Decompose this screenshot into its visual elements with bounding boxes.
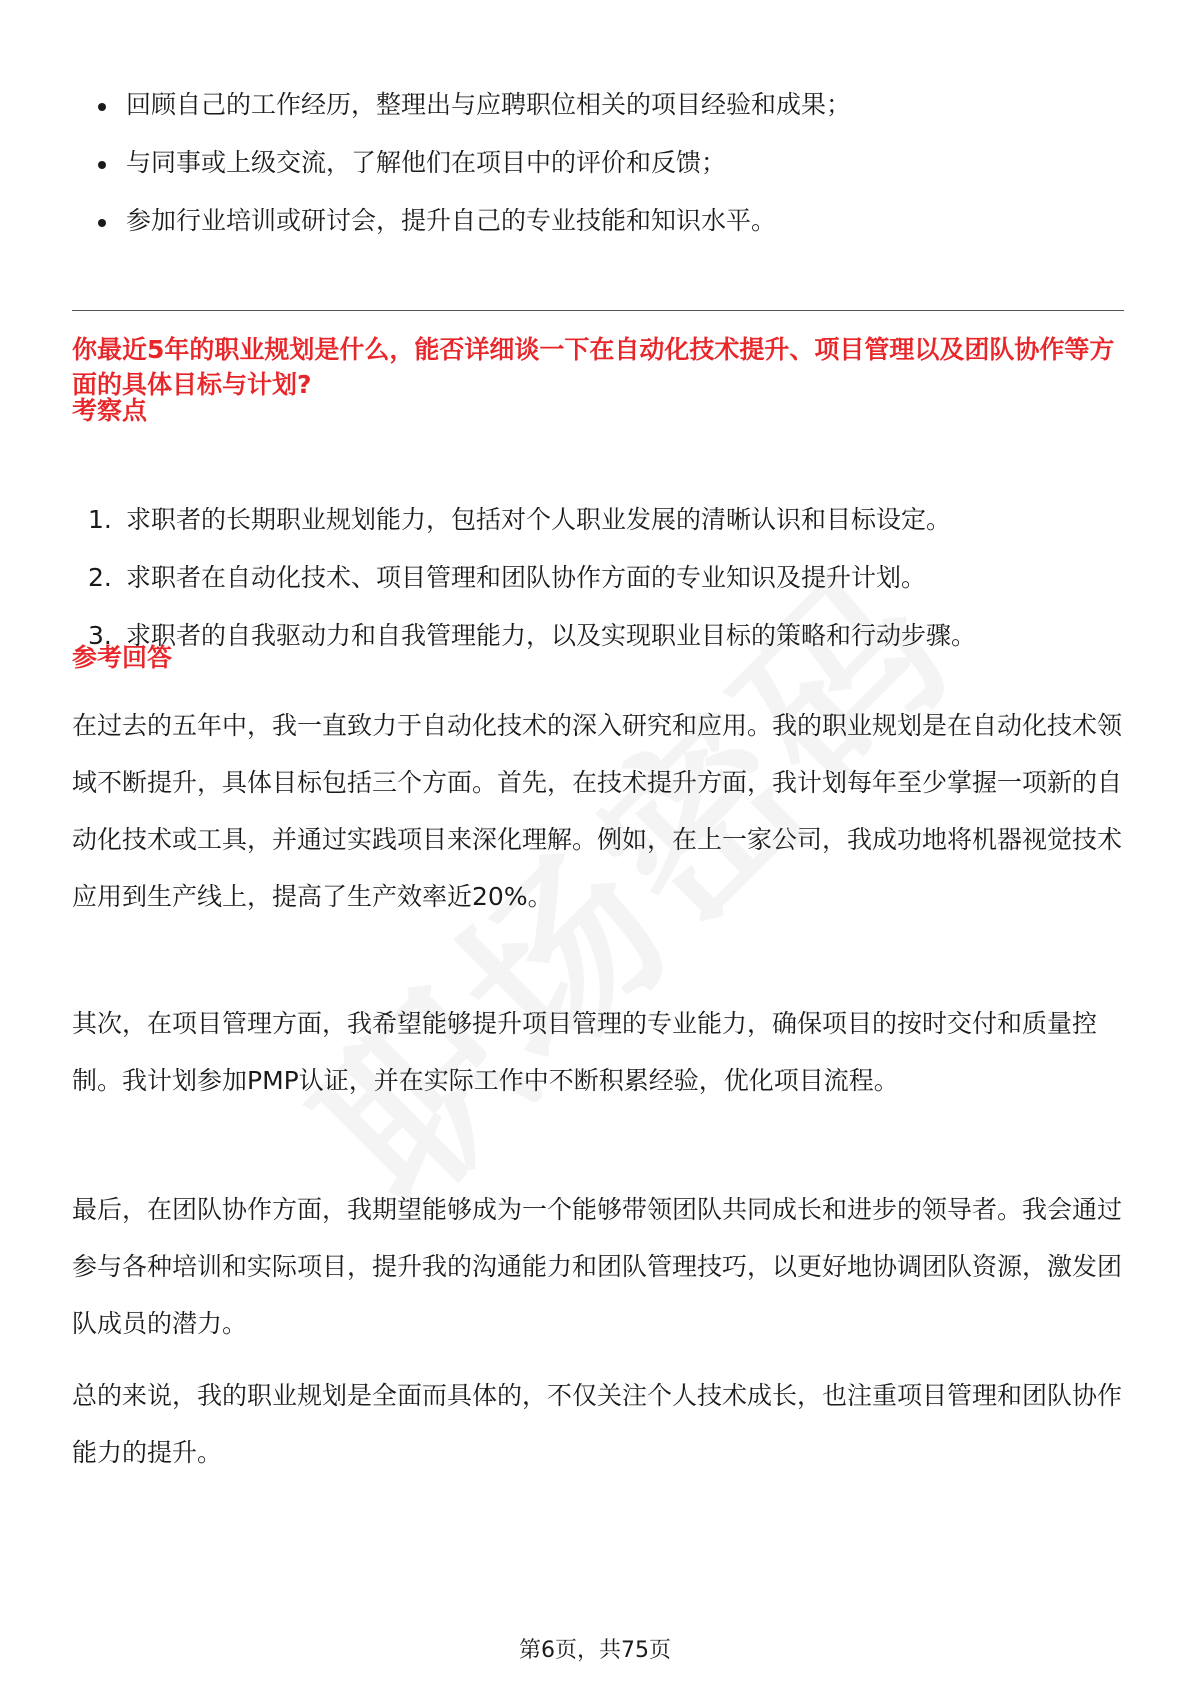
section-divider <box>72 310 1124 311</box>
answer-paragraph: 总的来说，我的职业规划是全面而具体的，不仅关注个人技术成长，也注重项目管理和团队协作能力的提升。 <box>72 1381 1123 1467</box>
point-text: 求职者的长期职业规划能力，包括对个人职业发展的清晰认识和目标设定。 <box>126 505 952 534</box>
question-heading: 你最近5年的职业规划是什么，能否详细谈一下在自动化技术提升、项目管理以及团队协作等方面的具体目标与计划? <box>72 335 1115 399</box>
examine-point <box>72 619 1132 653</box>
bullet-item: 参加行业培训或研讨会，提升自己的专业技能和知识水平。 <box>72 204 1122 238</box>
point-text: 求职者的自我驱动力和自我管理能力，以及实现职业目标的策略和行动步骤。 <box>126 621 977 650</box>
answer-paragraph: 其次，在项目管理方面，我希望能够提升项目管理的专业能力，确保项目的按时交付和质量控制。我计划参加PMP认证，并在实际工作中不断积累经验，优化项目流程。 <box>72 1009 1098 1095</box>
point-number: 2. <box>88 563 112 592</box>
examine-label: 考察点 <box>72 396 148 425</box>
bullet-item: 回顾自己的工作经历，整理出与应聘职位相关的项目经验和成果； <box>72 88 1122 122</box>
answer-label: 参考回答 <box>72 643 173 672</box>
examine-points-list <box>72 503 1132 677</box>
answer-paragraph: 在过去的五年中，我一直致力于自动化技术的深入研究和应用。我的职业规划是在自动化技术领域不断提升，具体目标包括三个方面。首先，在技术提升方面，我计划每年至少掌握一项新的自动化技术或工具，并通过实践项目来深化理解。例如，在上一家公司，我成功地将机器视觉技术应用到生产线上，提高了生产效率近20%。 <box>72 711 1123 911</box>
answer-paragraph: 最后，在团队协作方面，我期望能够成为一个能够带领团队共同成长和进步的领导者。我会通过参与各种培训和实际项目，提升我的沟通能力和团队管理技巧，以更好地协调团队资源，激发团队成员的潜力。 <box>72 1195 1123 1338</box>
examine-point <box>72 561 1132 595</box>
point-number: 1. <box>88 505 112 534</box>
point-text: 求职者在自动化技术、项目管理和团队协作方面的专业知识及提升计划。 <box>126 563 927 592</box>
page-footer: 第6页，共75页 <box>519 1638 671 1663</box>
bullet-item: 与同事或上级交流，了解他们在项目中的评价和反馈； <box>72 146 1122 180</box>
point-number: 3. <box>88 621 112 650</box>
examine-point <box>72 503 1132 537</box>
bullet-list <box>72 88 1122 262</box>
